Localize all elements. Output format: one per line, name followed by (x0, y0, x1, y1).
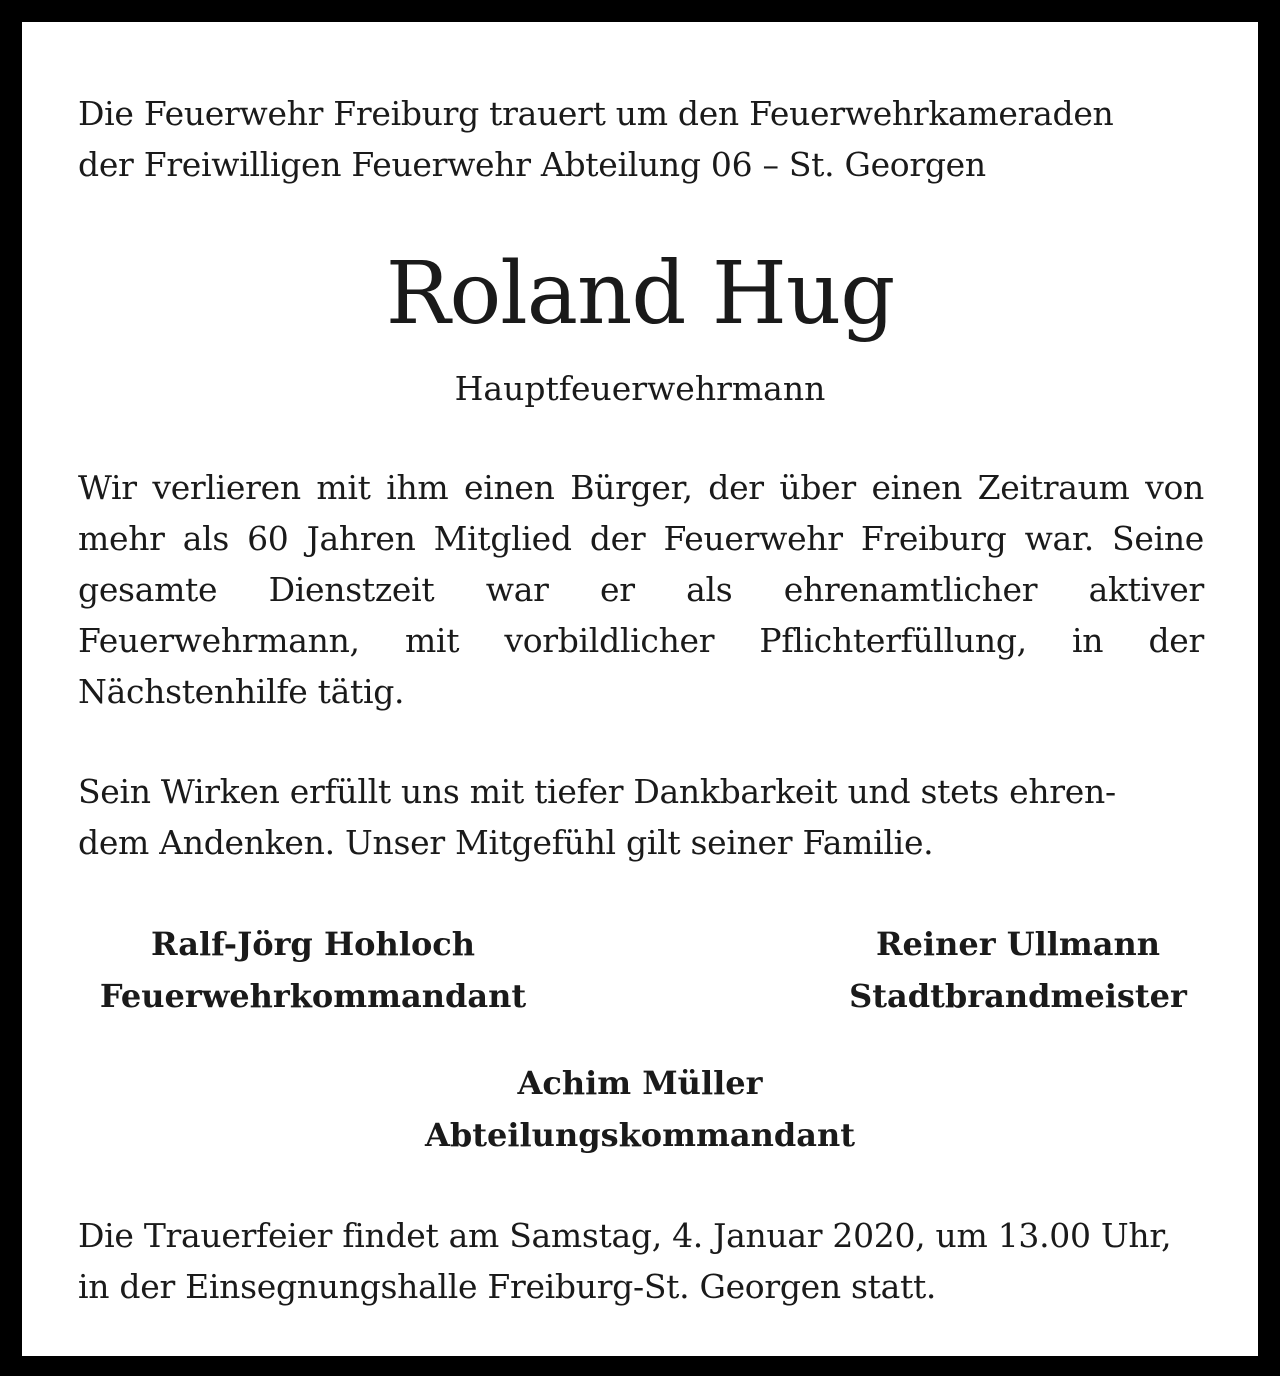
intro-line-1: Die Feuerwehr Freiburg trauert um den Feuerwehrkameraden (78, 94, 1114, 133)
signatory-name: Achim Müller (517, 1064, 763, 1102)
deceased-name: Roland Hug (385, 244, 895, 344)
signatory-title: Abteilungskommandant (425, 1116, 855, 1154)
signatory-city-fire-chief (802, 918, 1234, 1022)
funeral-info (78, 1210, 1204, 1312)
intro-text (78, 88, 1204, 190)
funeral-line-1: Die Trauerfeier findet am Samstag, 4. Januar 2020, um 13.00 Uhr, (78, 1216, 1172, 1255)
obituary-notice (22, 22, 1258, 1356)
deceased-rank: Hauptfeuerwehrmann (454, 369, 826, 408)
signatory-department-commander (340, 1057, 940, 1161)
signatory-name: Ralf-Jörg Hohloch (150, 925, 476, 963)
signatory-name: Reiner Ullmann (875, 925, 1161, 963)
condolence-paragraph (78, 766, 1204, 868)
signatory-title: Stadtbrandmeister (849, 977, 1187, 1015)
signatory-commander (58, 918, 568, 1022)
signatory-title: Feuerwehrkommandant (99, 977, 527, 1015)
condolence-line-1: Sein Wirken erfüllt uns mit tiefer Dankbarkeit und stets ehren- (78, 772, 1116, 811)
intro-line-2: der Freiwilligen Feuerwehr Abteilung 06 – St. Georgen (78, 145, 986, 184)
funeral-line-2: in der Einsegnungshalle Freiburg-St. Georgen statt. (78, 1267, 937, 1306)
condolence-line-2: dem Andenken. Unser Mitgefühl gilt seiner Familie. (78, 823, 934, 862)
tribute-paragraph: Wir verlieren mit ihm einen Bürger, der über einen Zeitraum von mehr als 60 Jahren Mitglied der Feuerwehr Freiburg war. Seine gesamte Dienstzeit war er als ehrenamtlicher aktiver Feuerwehrmann, mit vorbildlicher Pflichterfüllung, in der Nächstenhilfe tätig. (78, 468, 1204, 711)
